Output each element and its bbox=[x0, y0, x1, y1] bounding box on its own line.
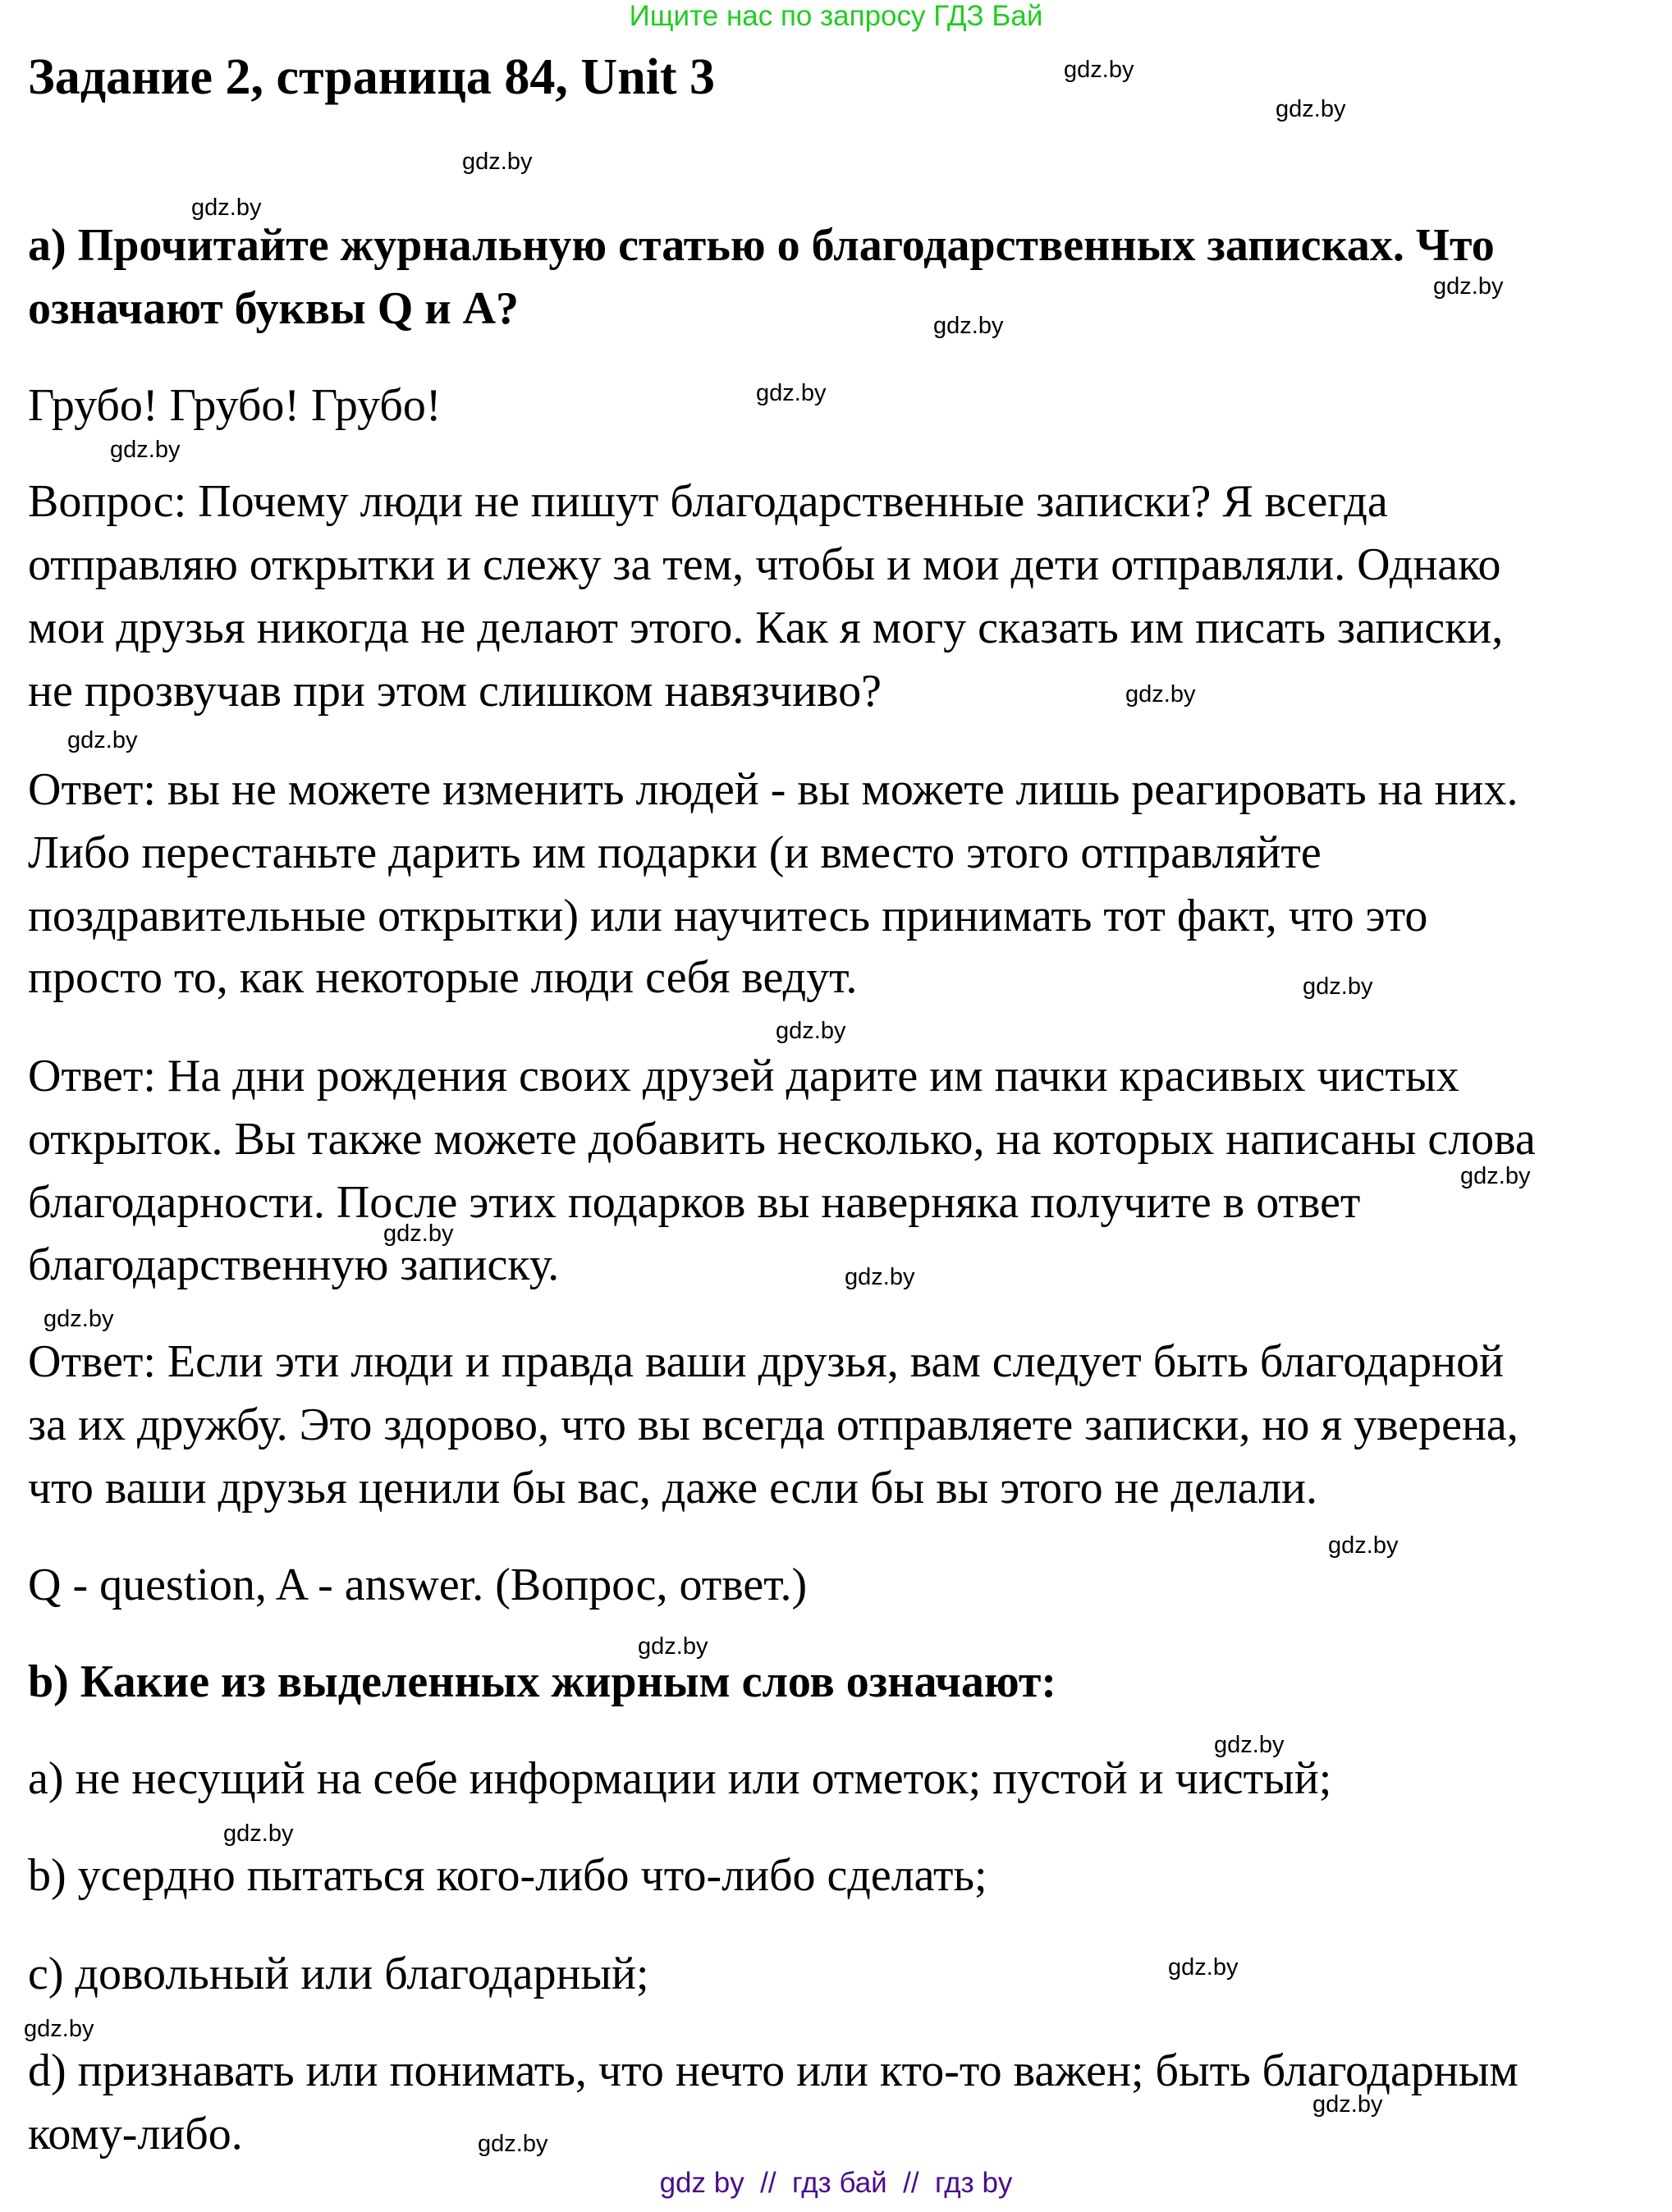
answer-1-text: Либо перестаньте дарить им подарки (и вместо этого отправляйте bbox=[28, 827, 1322, 878]
watermark: gdz.by bbox=[223, 1820, 294, 1847]
definition-d: d) признавать или понимать, что нечто или кто-то важен; быть благодарным bbox=[28, 2045, 1519, 2096]
watermark: gdz.by bbox=[1276, 96, 1346, 122]
answer-2-text: благодарности. После этих подарков вы наверняка получите в ответ bbox=[28, 1177, 1361, 1228]
watermark: gdz.by bbox=[776, 1018, 846, 1044]
page-title: Задание 2, страница 84, Unit 3 bbox=[28, 49, 716, 105]
footer-links[interactable]: gdz by // гдз бай // гдз by bbox=[659, 2167, 1013, 2199]
watermark: gdz.by bbox=[383, 1220, 454, 1247]
answer-1-text: просто то, как некоторые люди себя ведут. bbox=[28, 952, 858, 1003]
qa-answer: Q - question, A - answer. (Вопрос, ответ.) bbox=[28, 1559, 808, 1610]
definition-d: кому-либо. bbox=[28, 2109, 243, 2159]
search-banner: Ищите нас по запросу ГДЗ Бай bbox=[629, 0, 1043, 32]
watermark: gdz.by bbox=[1328, 1532, 1399, 1559]
watermark: gdz.by bbox=[1168, 1954, 1239, 1981]
watermark: gdz.by bbox=[1433, 273, 1504, 300]
watermark: gdz.by bbox=[638, 1633, 708, 1660]
definition-a: a) не несущий на себе информации или отметок; пустой и чистый; bbox=[28, 1753, 1332, 1804]
answer-2-text: открыток. Вы также можете добавить несколько, на которых написаны слова bbox=[28, 1114, 1536, 1165]
watermark: gdz.by bbox=[462, 149, 533, 175]
task-a-heading: означают буквы Q и A? bbox=[28, 283, 520, 334]
task-b-heading: b) Какие из выделенных жирным слов означают: bbox=[28, 1656, 1057, 1707]
question-text: Вопрос: Почему люди не пишут благодарственные записки? Я всегда bbox=[28, 476, 1388, 527]
watermark: gdz.by bbox=[1214, 1732, 1285, 1758]
answer-3-text: за их дружбу. Это здорово, что вы всегда отправляете записки, но я уверена, bbox=[28, 1399, 1519, 1450]
question-text: отправляю открытки и слежу за тем, чтобы и мои дети отправляли. Однако bbox=[28, 539, 1501, 590]
watermark: gdz.by bbox=[24, 2016, 94, 2042]
watermark: gdz.by bbox=[1303, 973, 1373, 1000]
definition-b: b) усердно пытаться кого-либо что-либо сделать; bbox=[28, 1850, 987, 1901]
watermark: gdz.by bbox=[1312, 2091, 1383, 2118]
watermark: gdz.by bbox=[756, 380, 827, 406]
answer-3-text: Ответ: Если эти люди и правда ваши друзья, вам следует быть благодарной bbox=[28, 1336, 1505, 1387]
question-text: не прозвучав при этом слишком навязчиво? bbox=[28, 666, 882, 717]
watermark: gdz.by bbox=[67, 727, 138, 753]
task-a-heading: a) Прочитайте журнальную статью о благодарственных записках. Что bbox=[28, 220, 1495, 271]
watermark: gdz.by bbox=[845, 1264, 915, 1290]
watermark: gdz.by bbox=[191, 195, 262, 221]
answer-2-text: благодарственную записку. bbox=[28, 1239, 560, 1290]
watermark: gdz.by bbox=[478, 2131, 548, 2157]
answer-1-text: поздравительные открытки) или научитесь принимать тот факт, что это bbox=[28, 891, 1428, 941]
watermark: gdz.by bbox=[110, 437, 181, 463]
definition-c: c) довольный или благодарный; bbox=[28, 1949, 649, 1999]
question-text: мои друзья никогда не делают этого. Как я могу сказать им писать записки, bbox=[28, 602, 1504, 653]
watermark: gdz.by bbox=[933, 313, 1004, 339]
answer-2-text: Ответ: На дни рождения своих друзей дарите им пачки красивых чистых bbox=[28, 1051, 1459, 1101]
watermark: gdz.by bbox=[1460, 1163, 1531, 1189]
article-title: Грубо! Грубо! Грубо! bbox=[28, 380, 442, 431]
watermark: gdz.by bbox=[1064, 57, 1134, 83]
answer-1-text: Ответ: вы не можете изменить людей - вы можете лишь реагировать на них. bbox=[28, 764, 1519, 815]
answer-3-text: что ваши друзья ценили бы вас, даже если бы вы этого не делали. bbox=[28, 1463, 1318, 1514]
watermark: gdz.by bbox=[1125, 681, 1196, 708]
watermark: gdz.by bbox=[44, 1306, 114, 1332]
